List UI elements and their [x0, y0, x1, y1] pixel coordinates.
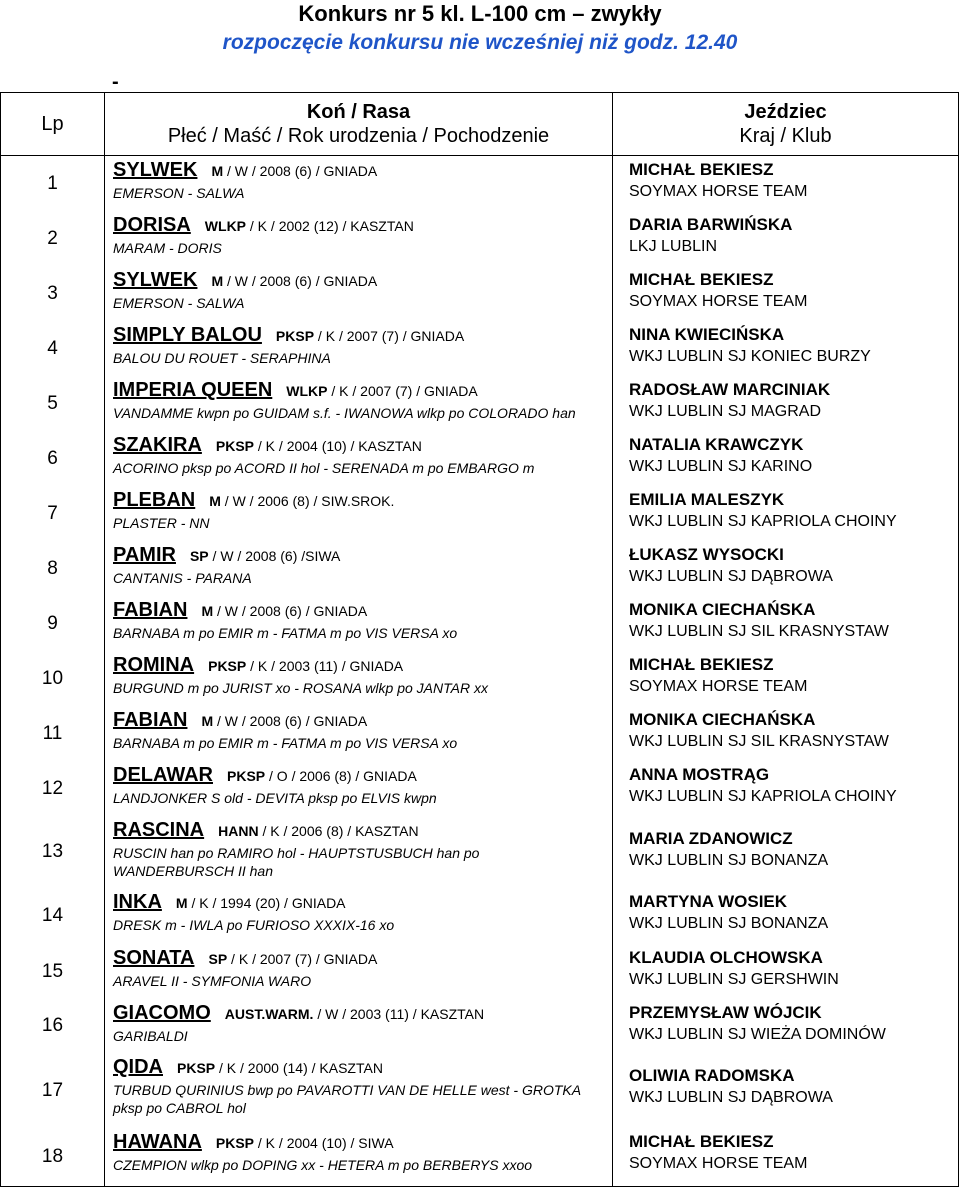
row-rider-cell [613, 486, 959, 541]
row-rider-cell [613, 999, 959, 1053]
row-rider-cell [613, 888, 959, 944]
horse-name: ROMINA [113, 654, 195, 676]
row-lp: 13 [1, 816, 105, 888]
row-rider-cell [613, 1128, 959, 1187]
horse-breed: PKSP [275, 328, 315, 344]
horse-pedigree-cont: WANDERBURSCH II han [113, 863, 274, 879]
page-subtitle: rozpoczęcie konkursu nie wcześniej niż godz. 12.40 [222, 31, 738, 54]
rider-club: WKJ LUBLIN SJ KARINO [629, 458, 813, 475]
horse-details: / W / 2008 (6) /SIWA [208, 548, 341, 564]
row-horse-cell [105, 1053, 613, 1128]
horse-pedigree: CZEMPION wlkp po DOPING xx - HETERA m po BERBERYS xxoo [113, 1157, 533, 1173]
row-rider-cell [613, 266, 959, 321]
horse-pedigree: DRESK m - IWLA po FURIOSO XXXIX-16 xo [113, 917, 395, 933]
rider-club: WKJ LUBLIN SJ DĄBROWA [629, 1089, 833, 1106]
horse-breed: HANN [218, 823, 259, 839]
row-rider-cell [613, 156, 959, 212]
rider-name: MONIKA CIECHAŃSKA [629, 600, 816, 619]
row-rider-cell [613, 761, 959, 816]
rider-club: SOYMAX HORSE TEAM [629, 293, 808, 310]
horse-details: / K / 2000 (14) / KASZTAN [215, 1060, 383, 1076]
horse-info [225, 1006, 484, 1022]
table-row [1, 999, 959, 1053]
rider-name: MONIKA CIECHAŃSKA [629, 710, 816, 729]
rider-club: WKJ LUBLIN SJ WIEŻA DOMINÓW [629, 1026, 886, 1043]
horse-breed: M [201, 603, 214, 619]
horse-info [209, 493, 394, 509]
horse-pedigree: TURBUD QURINIUS bwp po PAVAROTTI VAN DE HELLE west - GROTKA [113, 1082, 582, 1098]
horse-details: / W / 2008 (6) / GNIADA [213, 713, 368, 729]
horse-info [286, 383, 477, 399]
table-row [1, 816, 959, 888]
horse-breed: PKSP [215, 1135, 255, 1151]
rider-club: SOYMAX HORSE TEAM [629, 678, 808, 695]
row-horse-cell [105, 376, 613, 431]
row-rider-cell [613, 321, 959, 376]
row-lp: 2 [1, 211, 105, 266]
rider-club: WKJ LUBLIN SJ BONANZA [629, 915, 829, 932]
horse-name: SONATA [113, 947, 195, 969]
rider-name: PRZEMYSŁAW WÓJCIK [629, 1003, 822, 1022]
horse-name: GIACOMO [113, 1002, 211, 1024]
header-dash: - [112, 71, 119, 93]
horse-info [218, 823, 418, 839]
rider-club: SOYMAX HORSE TEAM [629, 183, 808, 200]
horse-breed: PKSP [215, 438, 255, 454]
horse-breed: M [175, 895, 188, 911]
table-row [1, 596, 959, 651]
horse-breed: PKSP [208, 658, 247, 674]
horse-info [208, 951, 377, 967]
row-horse-cell [105, 321, 613, 376]
horse-info [211, 273, 377, 289]
horse-breed: M [211, 163, 224, 179]
horse-breed: WLKP [204, 218, 247, 234]
horse-name: SIMPLY BALOU [113, 324, 262, 346]
row-rider-cell [613, 706, 959, 761]
horse-details: / W / 2008 (6) / GNIADA [223, 273, 378, 289]
row-lp: 14 [1, 888, 105, 944]
horse-details: / K / 2002 (12) / KASZTAN [246, 218, 414, 234]
horse-name: PAMIR [113, 544, 176, 566]
horse-details: / K / 2004 (10) / KASZTAN [254, 438, 422, 454]
row-horse-cell [105, 211, 613, 266]
horse-details: / O / 2006 (8) / GNIADA [265, 768, 417, 784]
row-horse-cell [105, 888, 613, 944]
header-horse-line2: Płeć / Maść / Rok urodzenia / Pochodzenie [167, 125, 550, 147]
horse-pedigree: PLASTER - NN [113, 515, 210, 531]
table-header-row [1, 93, 959, 156]
horse-breed: M [209, 493, 221, 509]
horse-name: SYLWEK [113, 159, 198, 181]
table-row [1, 376, 959, 431]
horse-pedigree: BARNABA m po EMIR m - FATMA m po VIS VERSA xo [113, 735, 458, 751]
horse-breed: M [201, 713, 214, 729]
horse-name: SYLWEK [113, 269, 198, 291]
rider-club: WKJ LUBLIN SJ DĄBROWA [629, 568, 833, 585]
horse-info [276, 328, 464, 344]
rider-name: MICHAŁ BEKIESZ [629, 655, 774, 674]
horse-info [216, 1135, 394, 1151]
horse-pedigree: ARAVEL II - SYMFONIA WARO [113, 973, 312, 989]
rider-name: ANNA MOSTRĄG [629, 765, 770, 784]
row-rider-cell [613, 211, 959, 266]
horse-breed: SP [208, 951, 228, 967]
row-horse-cell [105, 816, 613, 888]
horse-pedigree: BALOU DU ROUET - SERAPHINA [113, 350, 331, 366]
row-horse-cell [105, 999, 613, 1053]
table-row [1, 888, 959, 944]
horse-info [216, 438, 422, 454]
horse-details: / K / 2006 (8) / KASZTAN [258, 823, 419, 839]
horse-info [201, 603, 367, 619]
rider-name: MICHAŁ BEKIESZ [629, 1132, 774, 1151]
horse-details: / K / 2007 (7) / GNIADA [327, 383, 478, 399]
header-rider [613, 93, 959, 156]
horse-info [177, 1060, 383, 1076]
header-lp: Lp [1, 93, 105, 156]
rider-club: WKJ LUBLIN SJ SIL KRASNYSTAW [629, 623, 889, 640]
horse-name: IMPERIA QUEEN [113, 379, 273, 401]
table-row [1, 651, 959, 706]
row-rider-cell [613, 596, 959, 651]
table-row [1, 156, 959, 212]
table-row [1, 1128, 959, 1187]
row-lp: 9 [1, 596, 105, 651]
horse-name: RASCINA [113, 819, 205, 841]
row-horse-cell [105, 541, 613, 596]
horse-breed: PKSP [227, 768, 266, 784]
horse-details: / W / 2008 (6) / GNIADA [223, 163, 378, 179]
row-lp: 8 [1, 541, 105, 596]
table-row [1, 944, 959, 999]
horse-breed: M [211, 273, 224, 289]
rider-name: MARIA ZDANOWICZ [629, 829, 793, 848]
rider-club: WKJ LUBLIN SJ KONIEC BURZY [629, 348, 871, 365]
table-row [1, 761, 959, 816]
rider-club: WKJ LUBLIN SJ GERSHWIN [629, 971, 839, 988]
row-lp: 12 [1, 761, 105, 816]
horse-name: DORISA [113, 214, 191, 236]
horse-pedigree: VANDAMME kwpn po GUIDAM s.f. - IWANOWA wlkp po COLORADO han [113, 405, 576, 421]
row-rider-cell [613, 944, 959, 999]
row-horse-cell [105, 431, 613, 486]
header-horse-line1: Koń / Rasa [306, 101, 411, 123]
row-lp: 15 [1, 944, 105, 999]
rider-name: EMILIA MALESZYK [629, 490, 785, 509]
row-horse-cell [105, 266, 613, 321]
horse-pedigree: BURGUND m po JURIST xo - ROSANA wlkp po JANTAR xx [113, 680, 488, 696]
row-lp: 18 [1, 1128, 105, 1187]
horse-breed: PKSP [177, 1060, 216, 1076]
horse-details: / K / 1994 (20) / GNIADA [187, 895, 346, 911]
horse-name: HAWANA [113, 1131, 202, 1153]
horse-pedigree-cont: pksp po CABROL hol [113, 1100, 246, 1116]
row-horse-cell [105, 706, 613, 761]
horse-info [211, 163, 377, 179]
table-row [1, 321, 959, 376]
rider-name: KLAUDIA OLCHOWSKA [629, 948, 823, 967]
row-lp: 4 [1, 321, 105, 376]
rider-club: WKJ LUBLIN SJ BONANZA [629, 852, 829, 869]
rider-club: WKJ LUBLIN SJ KAPRIOLA CHOINY [629, 513, 897, 530]
row-horse-cell [105, 651, 613, 706]
row-horse-cell [105, 1128, 613, 1187]
rider-club: WKJ LUBLIN SJ MAGRAD [629, 403, 822, 420]
rider-name: MICHAŁ BEKIESZ [629, 270, 774, 289]
row-horse-cell [105, 761, 613, 816]
table-row [1, 1053, 959, 1128]
horse-name: FABIAN [113, 599, 188, 621]
rider-name: RADOSŁAW MARCINIAK [629, 380, 831, 399]
table-row [1, 486, 959, 541]
horse-pedigree: RUSCIN han po RAMIRO hol - HAUPTSTUSBUCH han po [113, 845, 480, 861]
row-lp: 7 [1, 486, 105, 541]
row-rider-cell [613, 816, 959, 888]
horse-details: / W / 2003 (11) / KASZTAN [313, 1006, 485, 1022]
horse-details: / K / 2004 (10) / SIWA [254, 1135, 394, 1151]
rider-name: ŁUKASZ WYSOCKI [629, 545, 784, 564]
horse-info [205, 218, 414, 234]
row-horse-cell [105, 156, 613, 212]
horse-details: / K / 2007 (7) / GNIADA [227, 951, 378, 967]
header-rider-line2: Kraj / Klub [739, 125, 832, 147]
row-horse-cell [105, 486, 613, 541]
horse-pedigree: GARIBALDI [113, 1028, 188, 1044]
table-row [1, 266, 959, 321]
horse-pedigree: CANTANIS - PARANA [113, 570, 252, 586]
page-title: Konkurs nr 5 kl. L-100 cm – zwykły [298, 1, 662, 26]
horse-name: QIDA [113, 1056, 163, 1078]
rider-club: WKJ LUBLIN SJ KAPRIOLA CHOINY [629, 788, 897, 805]
horse-name: PLEBAN [113, 489, 196, 511]
horse-pedigree: BARNABA m po EMIR m - FATMA m po VIS VERSA xo [113, 625, 458, 641]
table-row [1, 706, 959, 761]
row-rider-cell [613, 1053, 959, 1128]
row-lp: 5 [1, 376, 105, 431]
horse-pedigree: EMERSON - SALWA [113, 295, 245, 311]
rider-club: WKJ LUBLIN SJ SIL KRASNYSTAW [629, 733, 889, 750]
horse-name: DELAWAR [113, 764, 213, 786]
horse-breed: SP [189, 548, 209, 564]
row-rider-cell [613, 376, 959, 431]
row-lp: 10 [1, 651, 105, 706]
row-rider-cell [613, 541, 959, 596]
horse-name: INKA [113, 891, 162, 913]
row-lp: 6 [1, 431, 105, 486]
rider-name: DARIA BARWIŃSKA [629, 215, 793, 234]
horse-details: / W / 2006 (8) / SIW.SROK. [220, 493, 395, 509]
horse-pedigree: ACORINO pksp po ACORD II hol - SERENADA m po EMBARGO m [113, 460, 535, 476]
horse-pedigree: EMERSON - SALWA [113, 185, 245, 201]
row-horse-cell [105, 944, 613, 999]
rider-club: SOYMAX HORSE TEAM [629, 1155, 808, 1172]
row-rider-cell [613, 651, 959, 706]
rider-name: OLIWIA RADOMSKA [629, 1066, 795, 1085]
horse-breed: AUST.WARM. [224, 1006, 314, 1022]
horse-info [190, 548, 340, 564]
horse-pedigree: MARAM - DORIS [113, 240, 222, 256]
start-list-table [0, 92, 959, 1187]
row-horse-cell [105, 596, 613, 651]
horse-info [176, 895, 346, 911]
row-lp: 1 [1, 156, 105, 212]
horse-details: / K / 2007 (7) / GNIADA [314, 328, 465, 344]
row-lp: 17 [1, 1053, 105, 1128]
horse-info [201, 713, 367, 729]
horse-name: FABIAN [113, 709, 188, 731]
horse-details: / W / 2008 (6) / GNIADA [213, 603, 368, 619]
horse-details: / K / 2003 (11) / GNIADA [246, 658, 404, 674]
rider-name: MICHAŁ BEKIESZ [629, 160, 774, 179]
rider-name: NATALIA KRAWCZYK [629, 435, 804, 454]
horse-info [227, 768, 417, 784]
horse-pedigree: LANDJONKER S old - DEVITA pksp po ELVIS kwpn [113, 790, 437, 806]
rider-name: NINA KWIECIŃSKA [629, 325, 785, 344]
header-rider-line1: Jeździec [744, 101, 827, 123]
rider-club: LKJ LUBLIN [629, 238, 718, 255]
table-row [1, 431, 959, 486]
row-lp: 16 [1, 999, 105, 1053]
horse-name: SZAKIRA [113, 434, 202, 456]
row-lp: 3 [1, 266, 105, 321]
table-row [1, 211, 959, 266]
horse-breed: WLKP [286, 383, 328, 399]
row-rider-cell [613, 431, 959, 486]
row-lp: 11 [1, 706, 105, 761]
horse-info [208, 658, 403, 674]
header-horse [105, 93, 613, 156]
rider-name: MARTYNA WOSIEK [629, 892, 788, 911]
table-row [1, 541, 959, 596]
